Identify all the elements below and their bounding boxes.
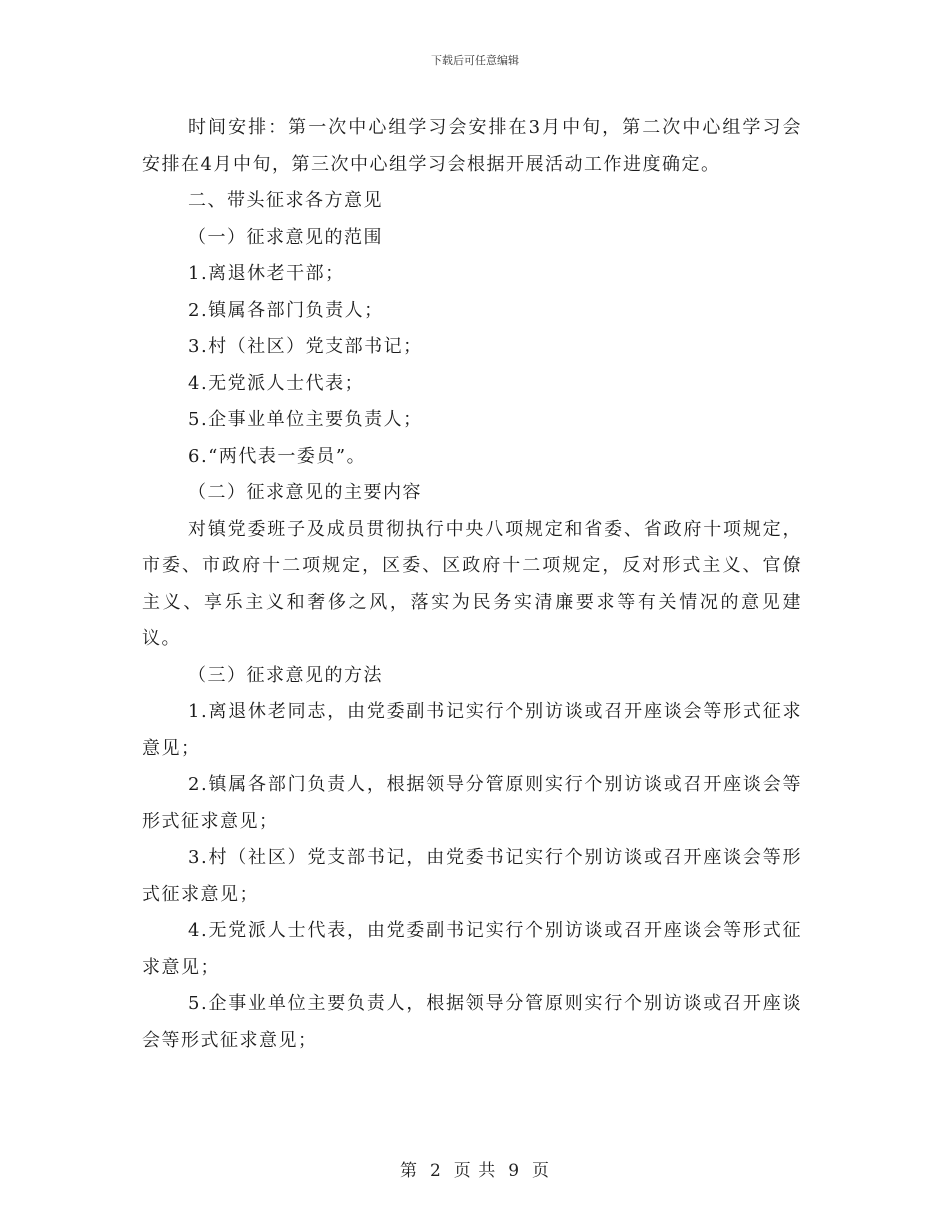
heading-section-two: 二、带头征求各方意见 [188, 190, 383, 211]
list-item: 4.无党派人士代表； [188, 372, 365, 394]
list-item: 2.镇属各部门负责人，根据领导分管原则实行个别访谈或召开座谈会等形式征求意见； [142, 774, 802, 832]
subheading-method: （三）征求意见的方法 [188, 664, 383, 686]
list-item: 2.镇属各部门负责人； [188, 299, 384, 321]
page-footer [0, 1156, 950, 1181]
subheading-content: （二）征求意见的主要内容 [188, 482, 422, 503]
page-header: 下载后可任意编辑 [431, 54, 519, 67]
page-mid: 页 共 [453, 1161, 497, 1181]
list-item: 5.企事业单位主要负责人，根据领导分管原则实行个别访谈或召开座谈会等形式征求意见； [142, 993, 802, 1051]
subheading-scope: （一）征求意见的范围 [188, 226, 383, 248]
list-item: 3.村（社区）党支部书记，由党委书记实行个别访谈或召开座谈会等形式征求意见； [142, 847, 802, 905]
page-prefix: 第 [399, 1161, 418, 1181]
document-body [142, 110, 802, 1059]
paragraph-schedule: 时间安排：第一次中心组学习会安排在3月中旬，第二次中心组学习会安排在4月中旬，第三次中心组学习会根据开展活动工作进度确定。 [142, 117, 802, 175]
page-suffix: 页 [532, 1161, 551, 1181]
list-item: 6.“两代表一委员”。 [188, 445, 367, 467]
list-item: 1.离退休老同志，由党委副书记实行个别访谈或召开座谈会等形式征求意见； [142, 701, 802, 759]
list-item: 4.无党派人士代表，由党委副书记实行个别访谈或召开座谈会等形式征求意见； [142, 920, 802, 978]
list-item: 3.村（社区）党支部书记； [188, 336, 423, 357]
list-item: 1.离退休老干部； [188, 263, 345, 284]
list-item: 5.企事业单位主要负责人； [188, 409, 423, 430]
paragraph-content: 对镇党委班子及成员贯彻执行中央八项规定和省委、省政府十项规定，市委、市政府十二项规定，区委、区政府十二项规定，反对形式主义、官僚主义、享乐主义和奢侈之风，落实为民务实清廉要求等有关情况的意见建议。 [142, 518, 802, 649]
page-number-current: 2 [429, 1161, 442, 1181]
page-number-total: 9 [508, 1161, 521, 1181]
